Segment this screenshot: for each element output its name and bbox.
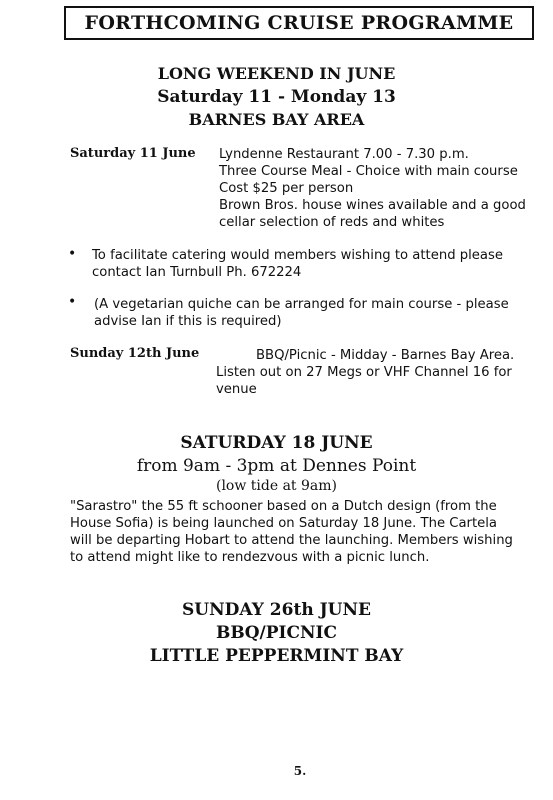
bullet-catering (92, 247, 532, 281)
paragraph-line: to attend might like to rendezvous with a picnic lunch. (70, 550, 430, 565)
page-number: 5. (293, 764, 307, 778)
tide-note: (low tide at 9am) (215, 478, 338, 494)
section-heading-long-weekend: LONG WEEKEND IN JUNE (157, 64, 396, 83)
detail-line: Cost $25 per person (219, 181, 354, 196)
detail-line: cellar selection of reds and whites (219, 215, 445, 230)
bullet-vegetarian (94, 296, 534, 330)
section-heading-saturday-18: SATURDAY 18 JUNE (180, 433, 373, 453)
section-heading-location: LITTLE PEPPERMINT BAY (149, 646, 404, 666)
section-heading-dates: Saturday 11 - Monday 13 (157, 87, 396, 107)
detail-line: Listen out on 27 Megs or VHF Channel 16 for (216, 365, 512, 380)
time-location: from 9am - 3pm at Dennes Point (136, 456, 417, 476)
paragraph-line: House Sofia) is being launched on Saturday 18 June. The Cartela (70, 516, 497, 531)
launch-paragraph (70, 498, 540, 566)
paragraph-line: will be departing Hobart to attend the launching. Members wishing (70, 533, 513, 548)
saturday-details (219, 146, 539, 231)
detail-line: Brown Bros. house wines available and a good (219, 198, 526, 213)
bullet-icon: • (68, 294, 77, 310)
detail-line: Lyndenne Restaurant 7.00 - 7.30 p.m. (219, 147, 469, 162)
bullet-line: (A vegetarian quiche can be arranged for main course - please (94, 297, 509, 312)
bullet-line: contact Ian Turnbull Ph. 672224 (92, 265, 302, 280)
section-heading-bbq: BBQ/PICNIC (215, 623, 338, 643)
detail-line: venue (216, 382, 257, 397)
detail-line: Three Course Meal - Choice with main course (219, 164, 518, 179)
bullet-line: advise Ian if this is required) (94, 314, 282, 329)
detail-line: BBQ/Picnic - Midday - Barnes Bay Area. (256, 348, 515, 363)
saturday-label: Saturday 11 June (70, 146, 196, 161)
bullet-line: To facilitate catering would members wishing to attend please (92, 248, 503, 263)
section-heading-sunday-26: SUNDAY 26th JUNE (182, 600, 371, 620)
section-heading-area: BARNES BAY AREA (188, 110, 365, 129)
page-title: FORTHCOMING CRUISE PROGRAMME (64, 6, 534, 40)
sunday-label: Sunday 12th June (70, 346, 200, 361)
paragraph-line: "Sarastro" the 55 ft schooner based on a Dutch design (from the (70, 499, 497, 514)
bullet-icon: • (68, 246, 77, 262)
sunday-details (216, 347, 546, 398)
